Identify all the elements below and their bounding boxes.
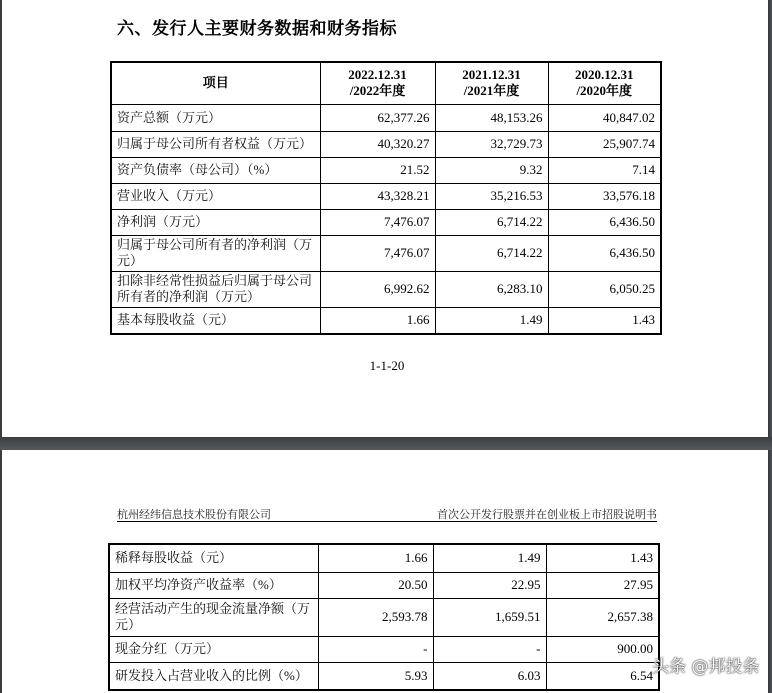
value-2020: 1.43 xyxy=(546,544,659,572)
value-2022: 2,593.78 xyxy=(318,598,433,636)
row-label: 经营活动产生的现金流量净额（万元） xyxy=(109,598,318,636)
table-row xyxy=(109,572,659,598)
value-2021: 6,283.10 xyxy=(435,271,548,307)
row-label: 营业收入（万元） xyxy=(111,183,320,209)
row-label: 资产总额（万元） xyxy=(111,104,320,131)
page-number: 1-1-20 xyxy=(369,358,405,373)
header-date: 2020.12.31 xyxy=(575,67,634,83)
value-2022: 5.93 xyxy=(318,662,433,690)
table-row xyxy=(111,307,661,334)
value-2022: 7,476.07 xyxy=(320,235,435,271)
row-label: 基本每股收益（元） xyxy=(111,307,320,334)
value-2022: 40,320.27 xyxy=(320,131,435,157)
value-2020: 900.00 xyxy=(546,636,659,662)
value-2021: - xyxy=(433,636,546,662)
value-2020: 2,657.38 xyxy=(546,598,659,636)
value-2021: 6,714.22 xyxy=(435,235,548,271)
header-2020 xyxy=(548,62,661,104)
value-2021: 1.49 xyxy=(433,544,546,572)
table-row xyxy=(111,271,661,307)
value-2020: 6.54 xyxy=(546,662,659,690)
value-2022: 1.66 xyxy=(318,544,433,572)
value-2020: 33,576.18 xyxy=(548,183,661,209)
table-row xyxy=(109,598,659,636)
row-label: 研发投入占营业收入的比例（%） xyxy=(109,662,318,690)
table-row xyxy=(111,183,661,209)
table-row xyxy=(109,544,659,572)
value-2020: 6,050.25 xyxy=(548,271,661,307)
value-2022: 62,377.26 xyxy=(320,104,435,131)
row-label: 稀释每股收益（元） xyxy=(109,544,318,572)
value-2021: 6,714.22 xyxy=(435,209,548,235)
value-2021: 1,659.51 xyxy=(433,598,546,636)
table-row xyxy=(111,209,661,235)
value-2020: 40,847.02 xyxy=(548,104,661,131)
company-name: 杭州经纬信息技术股份有限公司 xyxy=(117,508,271,521)
table-row xyxy=(109,662,659,690)
row-label: 归属于母公司所有者的净利润（万元） xyxy=(111,235,320,271)
row-label: 扣除非经常性损益后归属于母公司所有者的净利润（万元） xyxy=(111,271,320,307)
financial-indicators-table-continued xyxy=(108,543,660,691)
table-row xyxy=(111,157,661,183)
watermark: 头条 @邦投条 xyxy=(652,657,760,677)
value-2021: 9.32 xyxy=(435,157,548,183)
row-label: 归属于母公司所有者权益（万元） xyxy=(111,131,320,157)
document-title: 首次公开发行股票并在创业板上市招股说明书 xyxy=(437,508,657,521)
value-2021: 6.03 xyxy=(433,662,546,690)
value-2020: 1.43 xyxy=(548,307,661,334)
row-label: 资产负债率（母公司）（%） xyxy=(111,157,320,183)
value-2021: 35,216.53 xyxy=(435,183,548,209)
value-2020: 6,436.50 xyxy=(548,235,661,271)
header-2021 xyxy=(435,62,548,104)
value-2021: 1.49 xyxy=(435,307,548,334)
value-2020: 7.14 xyxy=(548,157,661,183)
running-header xyxy=(117,506,657,522)
value-2022: 6,992.62 xyxy=(320,271,435,307)
value-2020: 27.95 xyxy=(546,572,659,598)
value-2021: 32,729.73 xyxy=(435,131,548,157)
header-item: 项目 xyxy=(111,62,320,104)
value-2020: 25,907.74 xyxy=(548,131,661,157)
value-2022: - xyxy=(318,636,433,662)
table-row xyxy=(111,104,661,131)
value-2022: 43,328.21 xyxy=(320,183,435,209)
table-row xyxy=(109,636,659,662)
value-2021: 48,153.26 xyxy=(435,104,548,131)
header-date: 2022.12.31 xyxy=(348,67,407,83)
value-2022: 1.66 xyxy=(320,307,435,334)
row-label: 加权平均净资产收益率（%） xyxy=(109,572,318,598)
header-year: /2021年度 xyxy=(463,83,520,99)
table-row xyxy=(111,235,661,271)
header-2022 xyxy=(320,62,435,104)
value-2022: 20.50 xyxy=(318,572,433,598)
header-year: /2020年度 xyxy=(576,83,633,99)
value-2021: 22.95 xyxy=(433,572,546,598)
value-2022: 7,476.07 xyxy=(320,209,435,235)
value-2022: 21.52 xyxy=(320,157,435,183)
row-label: 现金分红（万元） xyxy=(109,636,318,662)
table-row xyxy=(111,131,661,157)
value-2020: 6,436.50 xyxy=(548,209,661,235)
financial-indicators-table xyxy=(110,61,662,335)
header-date: 2021.12.31 xyxy=(462,67,521,83)
page-separator xyxy=(0,437,772,450)
header-year: /2022年度 xyxy=(349,83,406,99)
section-title: 六、发行人主要财务数据和财务指标 xyxy=(117,19,397,39)
row-label: 净利润（万元） xyxy=(111,209,320,235)
table-header-row xyxy=(111,62,661,104)
